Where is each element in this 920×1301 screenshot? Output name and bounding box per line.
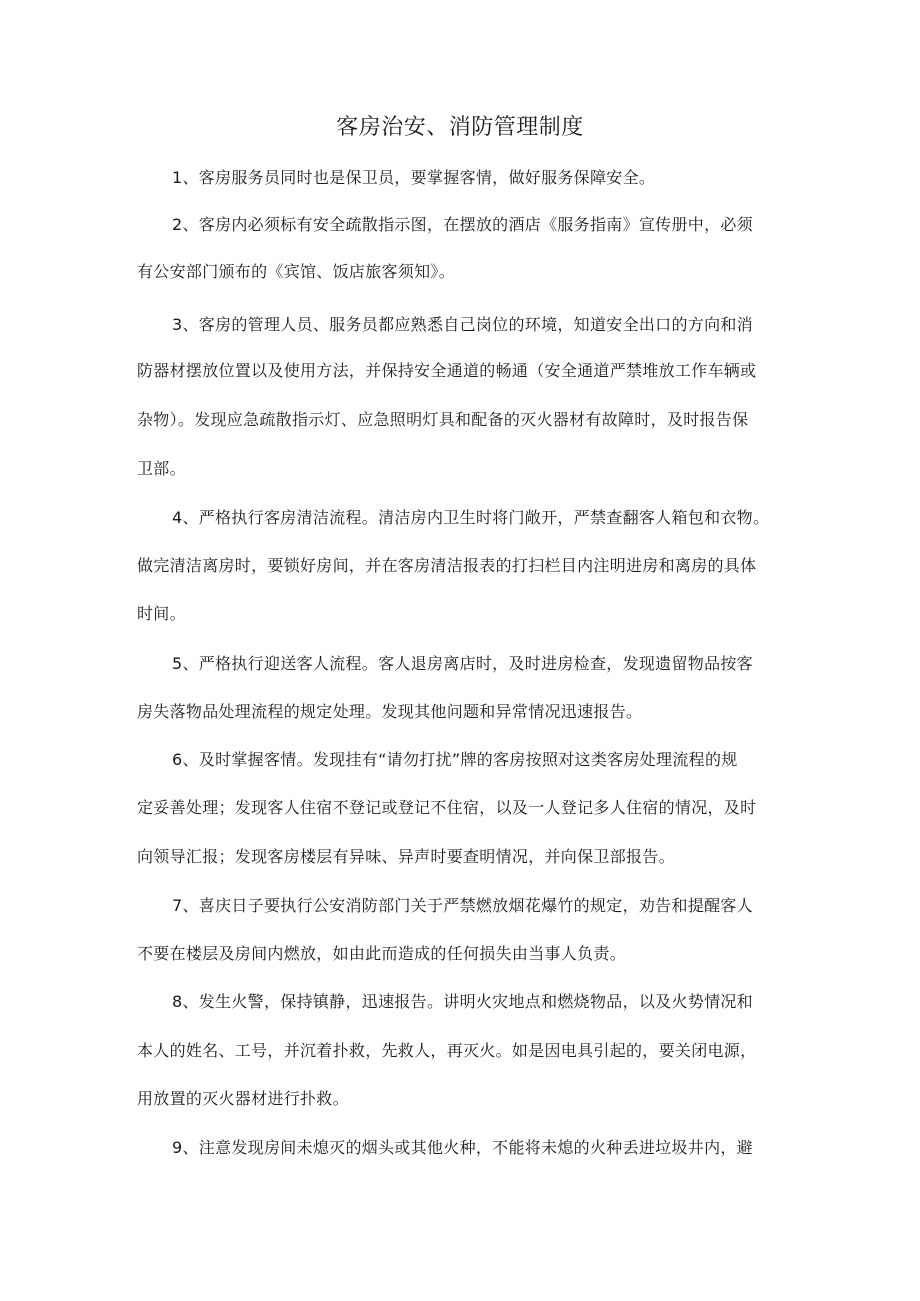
paragraph-1-line-1: 1、客房服务员同时也是保卫员，要掌握客情，做好服务保障安全。 (172, 168, 656, 187)
paragraph-3-line-1: 3、客房的管理人员、服务员都应熟悉自己岗位的环境，知道安全出口的方向和消 (172, 315, 753, 334)
paragraph-5-line-1: 5、严格执行迎送客人流程。客人退房离店时，及时进房检查，发现遗留物品按客 (172, 654, 753, 673)
paragraph-6-line-1: 6、及时掌握客情。发现挂有“请勿打扰”牌的客房按照对这类客房处理流程的规 (172, 750, 738, 769)
paragraph-3-line-3: 杂物）。发现应急疏散指示灯、应急照明灯具和配备的灭火器材有故障时，及时报告保 (137, 410, 749, 429)
paragraph-6-line-2: 定妥善处理；发现客人住宿不登记或登记不住宿，以及一人登记多人住宿的情况，及时 (137, 798, 757, 817)
paragraph-4-line-2: 做完清洁离房时，要锁好房间，并在客房清洁报表的打扫栏目内注明进房和离房的具体 (137, 556, 757, 575)
paragraph-4-line-3: 时间。 (137, 604, 186, 623)
paragraph-5-line-2: 房失落物品处理流程的规定处理。发现其他问题和异常情况迅速报告。 (137, 702, 643, 721)
paragraph-8-line-1: 8、发生火警，保持镇静，迅速报告。讲明火灾地点和燃烧物品，以及火势情况和 (172, 992, 753, 1011)
paragraph-2-line-2: 有公安部门颁布的《宾馆、饭店旅客须知》。 (137, 262, 456, 281)
paragraph-7-line-1: 7、喜庆日子要执行公安消防部门关于严禁燃放烟花爆竹的规定，劝告和提醒客人 (172, 896, 753, 915)
page-title: 客房治安、消防管理制度 (336, 115, 584, 140)
paragraph-4-line-1: 4、严格执行客房清洁流程。清洁房内卫生时将门敞开，严禁查翻客人箱包和衣物。 (172, 508, 770, 527)
paragraph-8-line-3: 用放置的灭火器材进行扑救。 (137, 1089, 349, 1108)
paragraph-2-line-1: 2、客房内必须标有安全疏散指示图，在摆放的酒店《服务指南》宣传册中，必须 (172, 215, 753, 234)
paragraph-9-line-1: 9、注意发现房间未熄灭的烟头或其他火种，不能将未熄的火种丢进垃圾井内，避 (172, 1138, 753, 1157)
paragraph-7-line-2: 不要在楼层及房间内燃放，如由此而造成的任何损失由当事人负责。 (137, 944, 627, 963)
paragraph-6-line-3: 向领导汇报；发现客房楼层有异味、异声时要查明情况，并向保卫部报告。 (137, 847, 675, 866)
paragraph-8-line-2: 本人的姓名、工号，并沉着扑救，先救人，再灭火。如是因电具引起的，要关闭电源， (137, 1041, 757, 1060)
paragraph-3-line-2: 防器材摆放位置以及使用方法，并保持安全通道的畅通（安全通道严禁堆放工作车辆或 (137, 361, 757, 380)
paragraph-3-line-4: 卫部。 (137, 459, 186, 478)
